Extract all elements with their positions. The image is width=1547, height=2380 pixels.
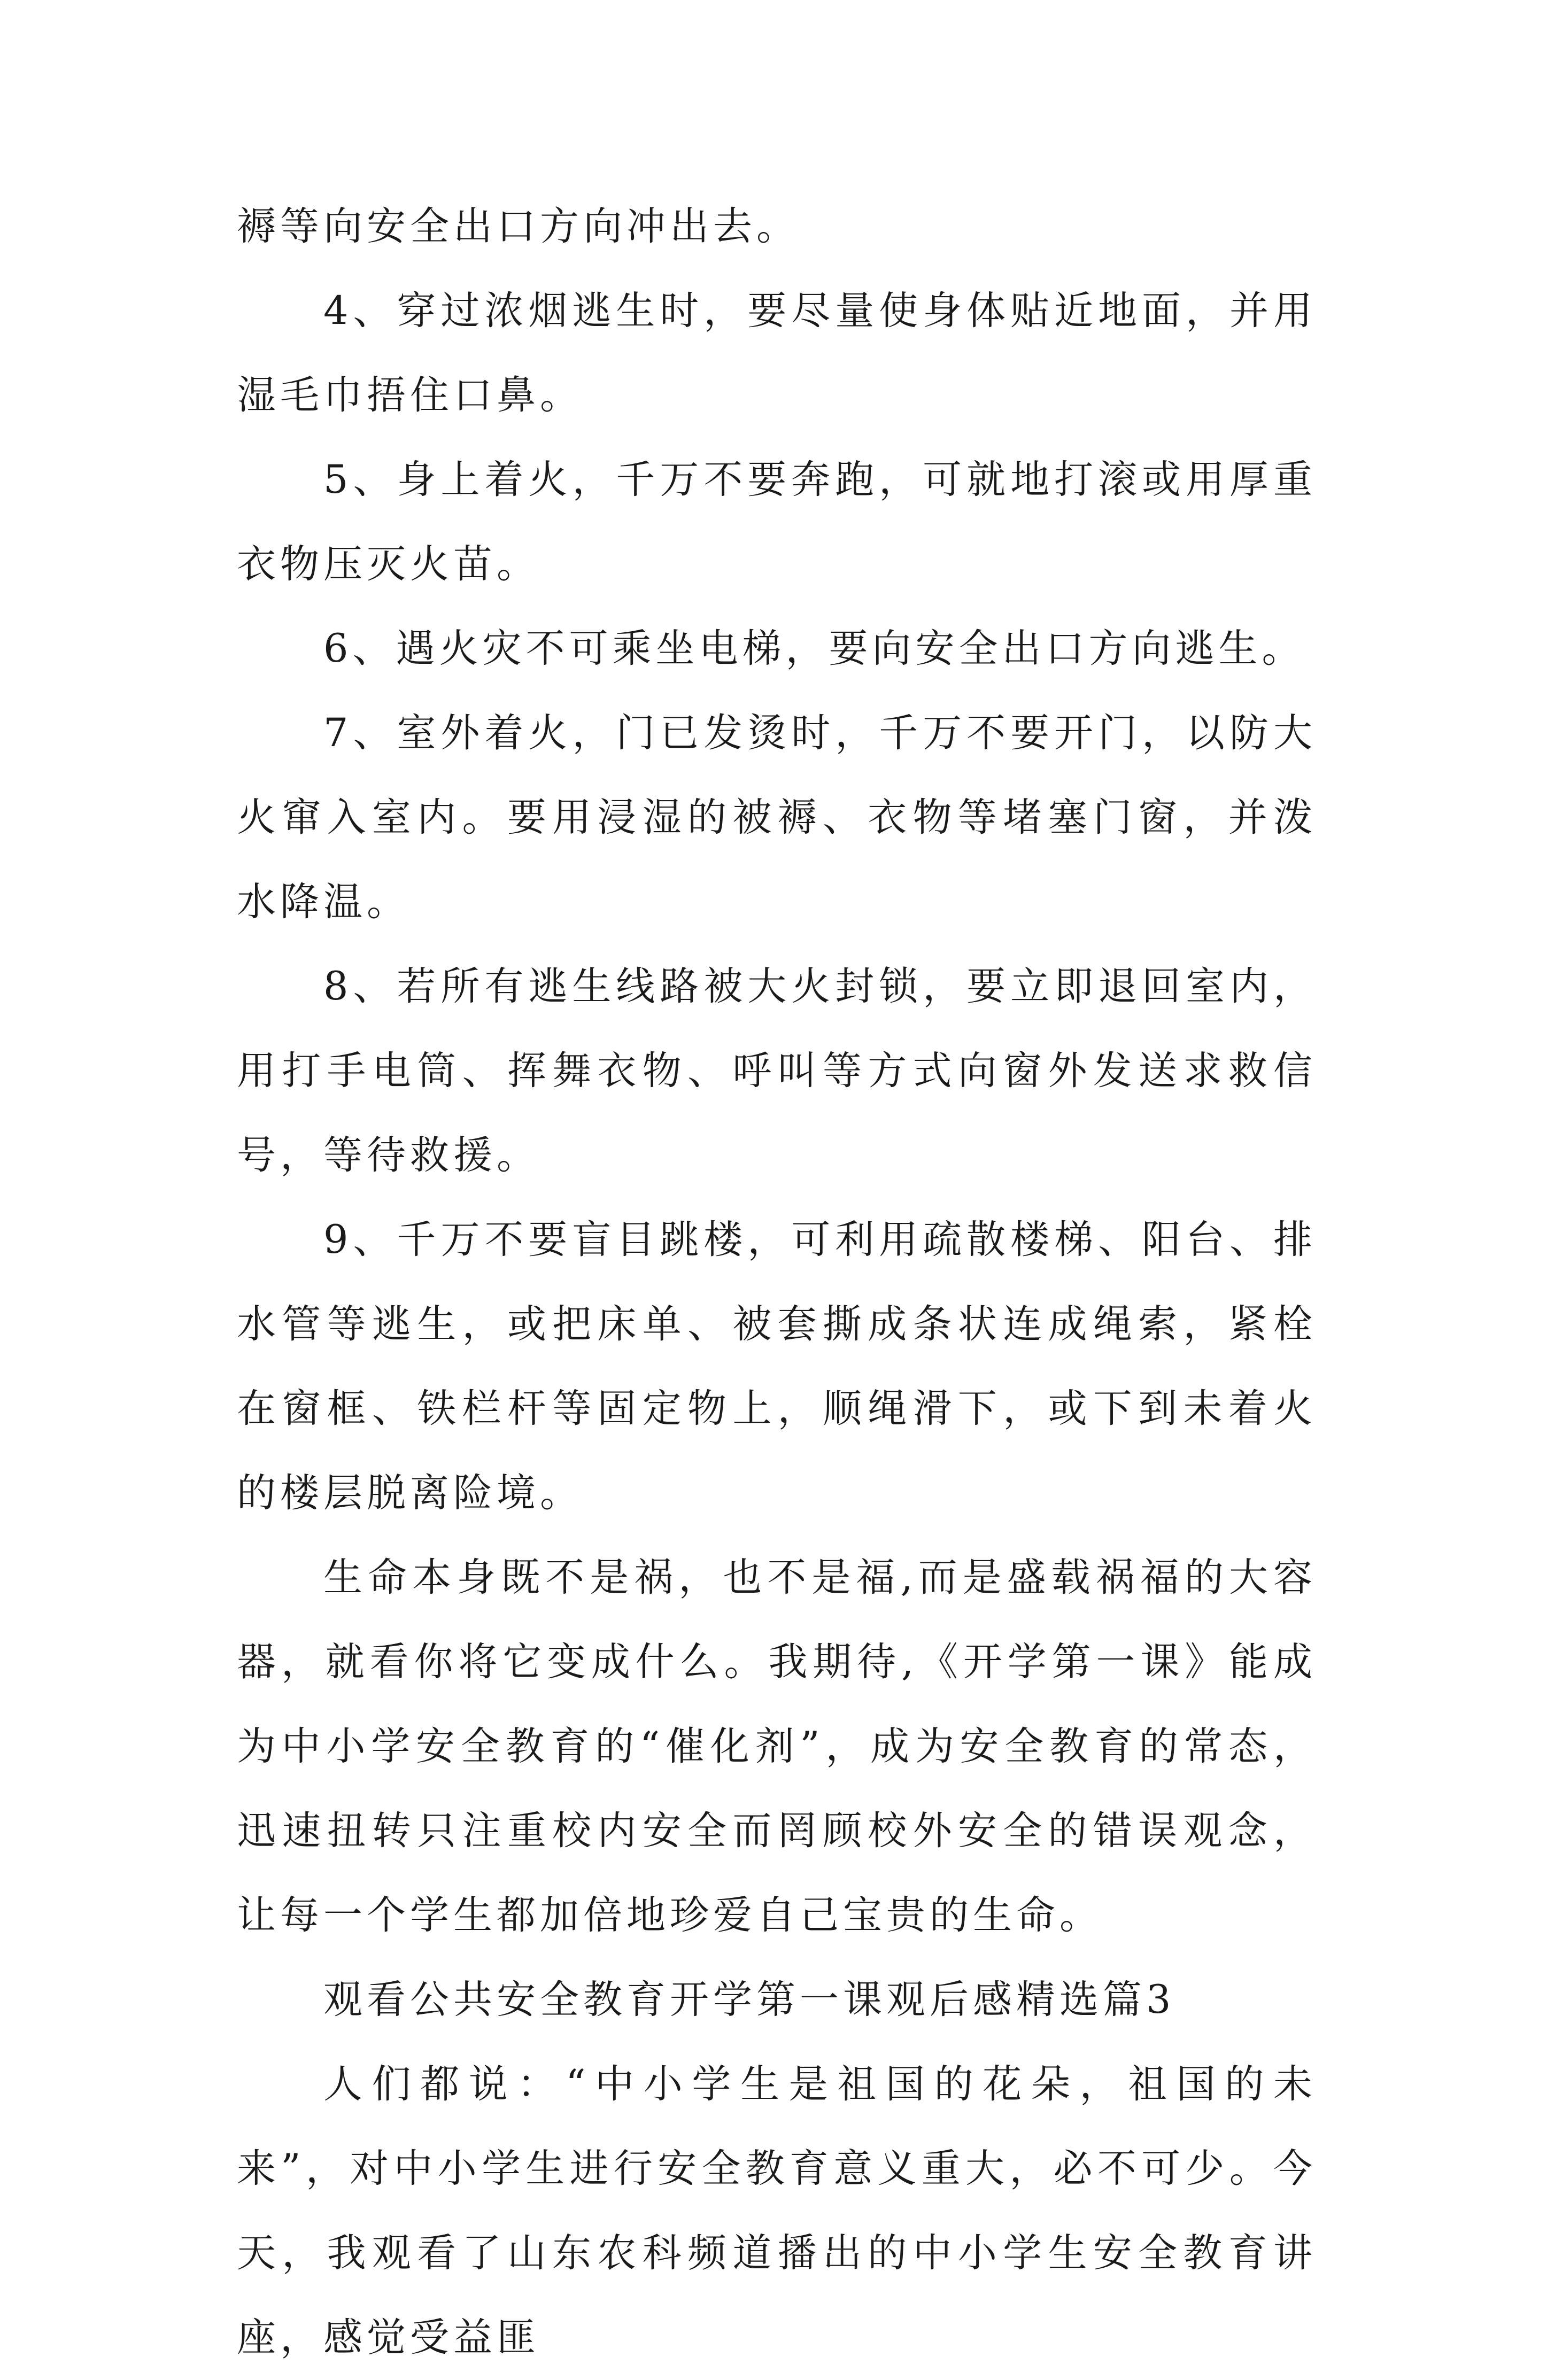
paragraph-item-9: 9、千万不要盲目跳楼，可利用疏散楼梯、阳台、排水管等逃生，或把床单、被套撕成条状连成绳索，紧栓在窗框、铁栏杆等固定物上，顺绳滑下，或下到未着火的楼层脱离险境。 <box>237 1217 1317 1516</box>
paragraph-conclusion: 生命本身既不是祸，也不是福,而是盛载祸福的大容器，就看你将它变成什么。我期待,《开学第一课》能成为中小学安全教育的“催化剂”，成为安全教育的常态，迅速扭转只注重校内安全而罔顾校外安全的错误观念，让每一个学生都加倍地珍爱自己宝贵的生命。 <box>237 1555 1317 1938</box>
paragraph-item-7: 7、室外着火，门已发烫时，千万不要开门，以防大火窜入室内。要用浸湿的被褥、衣物等堵塞门窗，并泼水降温。 <box>237 710 1317 925</box>
paragraph-item-6: 6、遇火灾不可乘坐电梯，要向安全出口方向逃生。 <box>323 626 1305 671</box>
paragraph-intro: 人们都说：“中小学生是祖国的花朵，祖国的未来”，对中小学生进行安全教育意义重大，必不可少。今天，我观看了山东农科频道播出的中小学生安全教育讲座，感觉受益匪 <box>237 2061 1317 2360</box>
paragraph-item-8: 8、若所有逃生线路被大火封锁，要立即退回室内，用打手电筒、挥舞衣物、呼叫等方式向窗外发送求救信号，等待救援。 <box>237 964 1317 1178</box>
paragraph-item-4: 4、穿过浓烟逃生时，要尽量使身体贴近地面，并用湿毛巾捂住口鼻。 <box>237 288 1317 418</box>
paragraph-item-5: 5、身上着火，千万不要奔跑，可就地打滚或用厚重衣物压灭火苗。 <box>237 457 1317 587</box>
paragraph-continuation: 褥等向安全出口方向冲出去。 <box>237 204 800 249</box>
document-body <box>237 184 1317 2380</box>
section-title: 观看公共安全教育开学第一课观后感精选篇3 <box>323 1977 1175 2022</box>
